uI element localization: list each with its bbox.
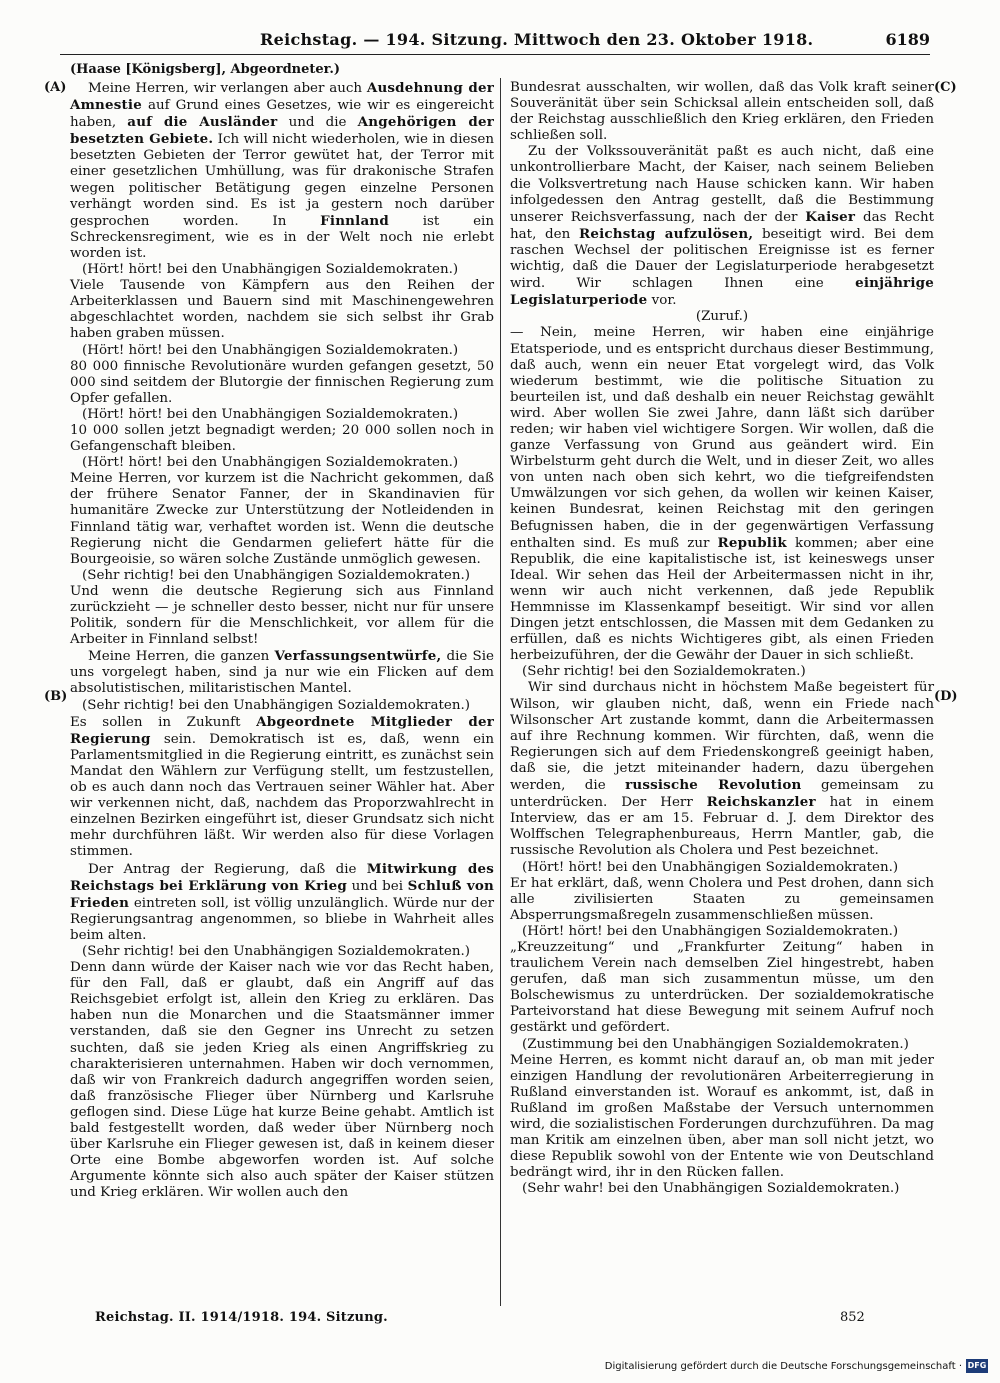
paragraph: — Nein, meine Herren, wir haben eine einjährige Etatsperiode, und es entspricht durchaus dieser Bestimmung, daß auch, wenn ein neuer Etat vorgelegt wird, das Volk wiederum bestimmt, wie die politische Situation zu beurteilen ist, und daß deshalb ein neuer Reichstag gewählt wird. Aber wollen Sie zwei Jahre, dann läßt sich darüber reden; wir haben viel wichtigere Sorgen. Wir wollen, daß die ganze Verfassung von Grund aus geändert wird. Ein Wirbelsturm geht durch die Welt, und in dieser Zeit, wo alles von unten nach oben sich kehrt, wo die tiefgreifendsten Umwälzungen vor sich gehen, da wollen wir keinen Kaiser, keinen Bundesrat, keinen Reichstag mit den geringen Befugnissen haben, die in der gegenwärtigen Verfassung enthalten sind. Es muß zur Republik kommen; aber eine Republik, die eine kapitalistische ist, ist keineswegs unser Ideal. Wir sehen das Heil der Arbeitermassen nicht in ihr, wenn wir auch nicht verkennen, daß jede Republik Hemmnisse im Klassenkampf beseitigt. Wir sind vor allen Dingen jetzt entschlossen, die Massen mit dem Gedanken zu erfüllen, daß es nichts Wichtigeres gibt, als einen Frieden herbeizuführen, der die Gewähr der Dauer in sich schließt.: [510, 325, 934, 664]
paragraph: Es sollen in Zukunft Abgeordnete Mitglieder der Regierung sein. Demokratisch ist es, daß, wenn ein Parlamentsmitglied in die Regierung eintritt, es zunächst sein Mandat den Wählern zur Verfügung stellt, um festzustellen, ob es auch dann noch das Vertrauen seiner Wähler hat. Aber wir verkennen nicht, daß, nachdem das Proporzwahlrecht in einzelnen Bezirken eingeführt ist, dieser Grundsatz sich nicht mehr durchführen läßt. Wir werden also für diese Vorlagen stimmen.: [70, 713, 494, 860]
interjection: (Hört! hört! bei den Unabhängigen Sozialdemokraten.): [522, 923, 899, 939]
speaker-line: (Haase [Königsberg], Abgeordneter.): [70, 62, 341, 77]
interjection: (Sehr wahr! bei den Unabhängigen Sozialdemokraten.): [522, 1181, 900, 1197]
interjection: (Hört! hört! bei den Unabhängigen Sozialdemokraten.): [82, 342, 459, 358]
paragraph: Zu der Volkssouveränität paßt es auch nicht, daß eine unkontrollierbare Macht, der Kaiser, nach seinem Belieben die Volksvertretung nach Hause schicken kann. Wir haben infolgedessen den Antrag gestellt, daß die Bestimmung unserer Reichsverfassung, nach der der Kaiser das Recht hat, den Reichstag aufzulösen, beseitigt wird. Bei dem raschen Wechsel der politischen Ereignisse ist es ferner wichtig, daß die Dauer der Legislaturperiode herabgesetzt wird. Wir schlagen Ihnen eine einjährige Legislaturperiode vor.: [510, 144, 935, 309]
running-header: [60, 28, 930, 55]
paragraph: Der Antrag der Regierung, daß die Mitwirkung des Reichstags bei Erklärung von Krieg und bei Schluß von Frieden eintreten soll, ist völlig unzulänglich. Würde nur der Regierungsantrag angenommen, so bliebe in Wahrheit alles beim alten.: [70, 860, 494, 943]
footer-signature: Reichstag. II. 1914/1918. 194. Sitzung.: [95, 1310, 388, 1325]
interjection: (Zustimmung bei den Unabhängigen Sozialdemokraten.): [522, 1036, 909, 1052]
paragraph: Meine Herren, wir verlangen aber auch Ausdehnung der Amnestie auf Grund eines Gesetzes, wie wir es eingereicht haben, auf die Ausländer und die Angehörigen der besetzten Gebiete. Ich will nicht wiederholen, wie in diesen besetzten Gebieten der Terror gewütet hat, der Terror mit einer gesetzlichen Umhüllung, was für drakonische Strafen wegen politischer Betätigung gegen einzelne Personen verhängt worden sind. Es ist ja gestern noch darüber gesprochen worden. In Finnland ist ein Schreckensregiment, wie es in der Welt noch nie erlebt worden ist.: [70, 80, 495, 261]
paragraph: „Kreuzzeitung“ und „Frankfurter Zeitung“ haben in traulichem Verein nach demselben Ziel hingestrebt, haben gerufen, daß man sich zusammentun müsse, um den Bolschewismus zu unterdrücken. Der sozialdemokratische Parteivorstand hat diese Bewegung mit seinem Aufruf noch gestärkt und gefördert.: [510, 939, 934, 1036]
interjection: (Sehr richtig! bei den Unabhängigen Sozialdemokraten.): [82, 567, 470, 583]
interjection: (Sehr richtig! bei den Unabhängigen Sozialdemokraten.): [82, 943, 470, 959]
column-divider: [500, 78, 501, 1306]
paragraph: Meine Herren, die ganzen Verfassungsentwürfe, die Sie uns vorgelegt haben, sind ja nur wie ein Flicken auf dem absolutistischen, militaristischen Mantel.: [70, 648, 494, 697]
paragraph: Meine Herren, vor kurzem ist die Nachricht gekommen, daß der frühere Senator Fanner, der in Skandinavien für humanitäre Zwecke zur Unterstützung der Notleidenden in Finnland tätig war, verhaftet worden ist. Wenn die deutsche Regierung nicht die Gendarmen geliefert hätte für die Bourgeoisie, so wären solche Zustände unmöglich gewesen.: [70, 471, 494, 567]
left-column: [70, 80, 494, 1201]
sheet-number: 852: [840, 1310, 865, 1325]
page-number: 6189: [885, 30, 930, 49]
interjection: (Sehr richtig! bei den Unabhängigen Sozialdemokraten.): [82, 697, 470, 713]
paragraph: Er hat erklärt, daß, wenn Cholera und Pest drohen, dann sich alle zivilisierten Staaten zu gemeinsamen Absperrungsmaßregeln zusammenschließen müssen.: [510, 875, 934, 923]
interjection: (Hört! hört! bei den Unabhängigen Sozialdemokraten.): [522, 859, 899, 875]
header-title: Reichstag. — 194. Sitzung. Mittwoch den 23. Oktober 1918.: [260, 30, 814, 49]
paragraph: Bundesrat ausschalten, wir wollen, daß das Volk kraft seiner Souveränität über sein Schicksal allein entscheiden soll, daß der Reichstag ausschließlich den Krieg erklären, den Frieden schließen soll.: [510, 80, 934, 144]
paragraph: Meine Herren, es kommt nicht darauf an, ob man mit jeder einzigen Handlung der revolutionären Arbeiterregierung in Rußland einverstanden ist. Worauf es ankommt, ist, daß in Rußland im großen Maßstabe der Versuch unternommen wird, die sozialistischen Forderungen durchzuführen. Da mag man Kritik am einzelnen üben, aber man soll nicht jetzt, wo diese Republik sowohl von der Entente wie von Deutschland bedrängt wird, ihr in den Rücken fallen.: [510, 1052, 934, 1181]
interjection: (Zuruf.): [695, 309, 749, 325]
digitization-note: [605, 1358, 988, 1374]
interjection: (Hört! hört! bei den Unabhängigen Sozialdemokraten.): [82, 262, 459, 278]
interjection: (Hört! hört! bei den Unabhängigen Sozialdemokraten.): [82, 455, 459, 471]
interjection: (Sehr richtig! bei den Sozialdemokraten.): [522, 664, 806, 680]
paragraph: 80 000 finnische Revolutionäre wurden gefangen gesetzt, 50 000 sind seitdem der Blutorgie der finnischen Regierung zum Opfer gefallen.: [70, 358, 494, 406]
paragraph: Wir sind durchaus nicht in höchstem Maße begeistert für Wilson, wir glauben nicht, daß, wenn ein Friede nach Wilsonscher Art zustande kommt, dann die Arbeitermassen auf ihre Rechnung kommen. Wir fürchten, daß, wenn die Regierungen sich auf dem Friedenskongreß geeinigt haben, daß sie, die jetzt miteinander hadern, dazu übergehen werden, die russische Revolution gemeinsam zu unterdrücken. Der Herr Reichskanzler hat in einem Interview, das er am 15. Februar d. J. dem Direktor des Wolffschen Telegraphenbureaus, Herrn Mantler, gab, die russische Revolution als Cholera und Pest bezeichnet.: [510, 680, 935, 859]
paragraph: Denn dann würde der Kaiser nach wie vor das Recht haben, für den Fall, daß er glaubt, daß ein Angriff auf das Reichsgebiet erfolgt ist, allein den Krieg zu erklären. Das haben nun die Monarchen und die Staatsmänner immer verstanden, daß sie den Gegner ins Unrecht zu setzen suchten, daß sie jeden Krieg als einen Angriffskrieg zu charakterisieren unternahmen. Haben wir doch vernommen, daß wir von Frankreich dadurch angegriffen worden seien, daß französische Flieger über Nürnberg und Karlsruhe geflogen sind. Diese Lüge hat kurze Beine gehabt. Amtlich ist bald festgestellt worden, daß weder über Nürnberg noch über Karlsruhe ein Flieger gewesen ist, daß in keinem dieser Orte eine Bombe abgeworfen worden ist. Auf solche Argumente könnte sich also auch später der Kaiser stützen und Krieg erklären. Wir wollen auch den: [70, 960, 494, 1201]
margin-marker-a: (A): [44, 80, 67, 95]
paragraph: 10 000 sollen jetzt begnadigt werden; 20 000 sollen noch in Gefangenschaft bleiben.: [70, 422, 494, 455]
margin-marker-d: (D): [934, 689, 958, 704]
margin-marker-b: (B): [44, 689, 68, 704]
margin-marker-c: (C): [934, 80, 957, 95]
digitization-text: Digitalisierung gefördert durch die Deutsche Forschungsgemeinschaft ·: [604, 1360, 962, 1372]
dfg-logo-icon: DFG: [966, 1359, 988, 1373]
right-column: [510, 80, 934, 1197]
interjection: (Hört! hört! bei den Unabhängigen Sozialdemokraten.): [82, 406, 459, 422]
paragraph: Viele Tausende von Kämpfern aus den Reihen der Arbeiterklassen und Bauern sind mit Maschinengewehren abgeschlachtet worden, nachdem sie sich selbst ihr Grab haben graben müssen.: [70, 278, 494, 342]
paragraph: Und wenn die deutsche Regierung sich aus Finnland zurückzieht — je schneller desto besser, nicht nur für unsere Politik, sondern für die Menschlichkeit, vor allem für die Arbeiter in Finnland selbst!: [70, 583, 494, 648]
